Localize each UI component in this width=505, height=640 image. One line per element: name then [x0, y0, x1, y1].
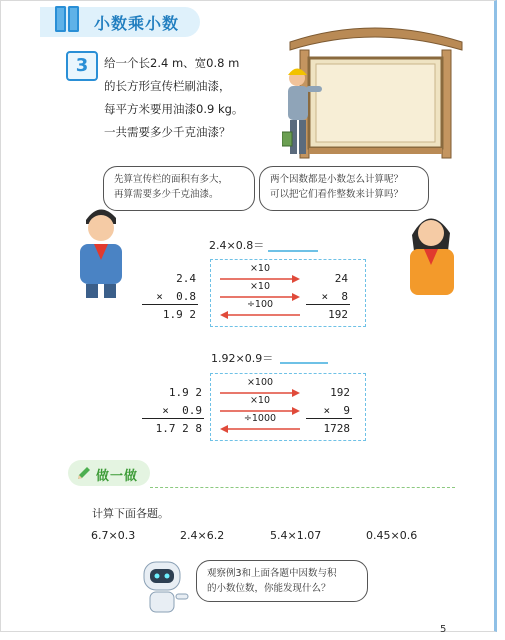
- equation-1: 2.4×0.8＝: [209, 239, 265, 252]
- left-multiplicand: 2.4: [176, 272, 196, 285]
- arrow-label: ×10: [249, 263, 271, 274]
- right-product: 1728: [323, 422, 350, 435]
- result-rule: [306, 418, 352, 419]
- exercise-item: 5.4×1.07: [270, 529, 322, 542]
- robot-speech-bubble: [196, 560, 368, 602]
- problem-text: [104, 52, 284, 144]
- exercise-item: 6.7×0.3: [91, 529, 136, 542]
- exercise-item: 0.45×0.6: [366, 529, 418, 542]
- right-multiplicand: 24: [334, 272, 348, 285]
- problem-line: 一共需要多少千克油漆？: [104, 125, 231, 139]
- bubble-line: 观察例3和上面各题中因数与积: [207, 568, 337, 579]
- answer-blank-2: [280, 362, 328, 364]
- right-multiplier: × 8: [321, 290, 348, 303]
- equation-2: 1.92×0.9＝: [211, 352, 274, 365]
- left-multiplier: × 0.9: [162, 404, 202, 417]
- result-rule: [306, 304, 350, 305]
- section-divider: [150, 487, 455, 488]
- instruction-text: 计算下面各题。: [92, 507, 169, 520]
- boy-illustration: [72, 200, 132, 300]
- arrow-label: ÷100: [246, 299, 274, 310]
- right-multiplicand: 192: [330, 386, 350, 399]
- problem-line: 给一个长2.4 m、宽0.8 m: [104, 56, 240, 70]
- left-product: 1.9 2: [162, 308, 196, 321]
- right-product: 192: [328, 308, 348, 321]
- practice-title: 做一做: [96, 469, 139, 484]
- example-number: 3: [66, 51, 98, 81]
- result-rule: [142, 418, 204, 419]
- girl-illustration: [398, 205, 466, 300]
- left-multiplicand: 1.9 2: [168, 386, 202, 399]
- left-multiplier: × 0.8: [156, 290, 196, 303]
- page-number: 5: [440, 624, 447, 635]
- problem-line: 的长方形宣传栏刷油漆，: [104, 79, 231, 93]
- left-arrow-icon: [220, 425, 300, 433]
- left-product: 1.7 2 8: [155, 422, 202, 435]
- left-arrow-icon: [220, 311, 300, 319]
- pencil-icon: [76, 465, 92, 481]
- bubble-line: 两个因数都是小数怎么计算呢？: [270, 174, 404, 185]
- arrow-label: ×10: [249, 395, 271, 406]
- bubble-line: 可以把它们看作整数来计算吗？: [270, 189, 404, 200]
- robot-illustration: [138, 560, 190, 618]
- right-multiplier: × 9: [323, 404, 350, 417]
- book-icon: [54, 4, 80, 34]
- exercise-item: 2.4×6.2: [180, 529, 225, 542]
- bubble-line: 的小数位数，你能发现什么？: [207, 583, 331, 594]
- billboard-worker-illustration: [282, 20, 467, 160]
- result-rule: [142, 304, 198, 305]
- bubble-line: 先算宣传栏的面积有多大，: [114, 174, 229, 185]
- arrow-label: ÷1000: [243, 413, 277, 424]
- answer-blank-1: [268, 250, 318, 252]
- arrow-label: ×100: [246, 377, 274, 388]
- problem-line: 每平方米要用油漆0.9 kg。: [104, 102, 244, 116]
- bubble-line: 再算需要多少千克油漆。: [114, 189, 219, 200]
- arrow-label: ×10: [249, 281, 271, 292]
- page-title: 小数乘小数: [94, 14, 180, 33]
